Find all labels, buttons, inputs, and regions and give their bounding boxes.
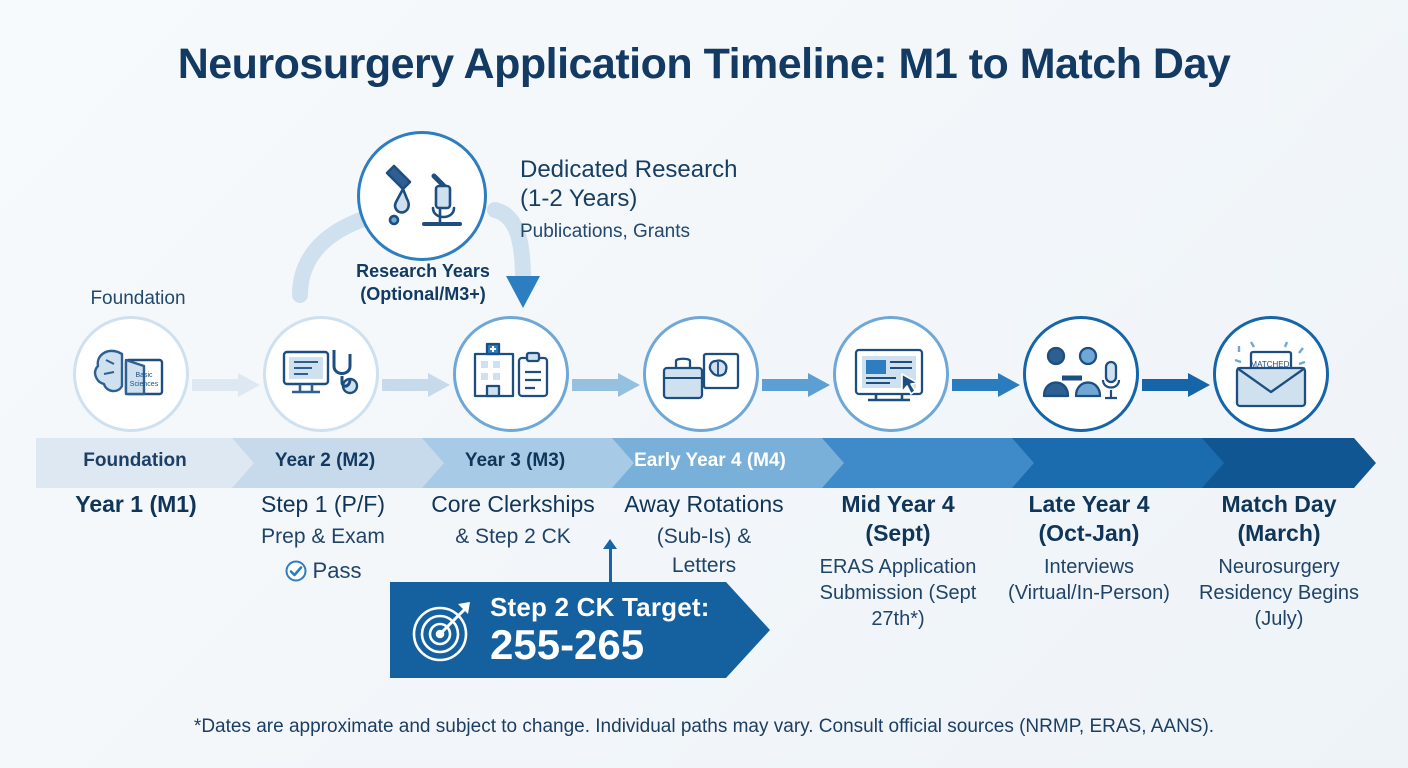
svg-text:Basic: Basic — [135, 372, 153, 379]
research-branch-label-line2: (Optional/M3+) — [360, 283, 486, 304]
svg-text:Sciences: Sciences — [129, 381, 159, 388]
stage-sub-late-year4: (Oct-Jan) — [1038, 519, 1140, 546]
stage-sub-mid-year4: (Sept) — [865, 519, 931, 546]
hospital-clipboard-icon — [467, 334, 555, 414]
stage-circle-match-day[interactable] — [1213, 316, 1329, 432]
brain-book-icon — [88, 334, 174, 414]
band-label-early-year4: Early Year 4 (M4) — [634, 450, 786, 471]
stage-text-year1 — [48, 490, 224, 519]
stage-sub-year2: Prep & Exam — [261, 524, 385, 548]
callout-label: Step 2 CK Target: — [490, 592, 710, 623]
svg-text:MATCHED!: MATCHED! — [1250, 360, 1292, 369]
research-subheading: (1-2 Years) — [520, 185, 638, 213]
research-branch-label — [333, 260, 513, 305]
research-heading: Dedicated Research — [520, 156, 738, 183]
pass-status — [232, 558, 414, 584]
stage-sub-match-day: (March) — [1237, 519, 1321, 546]
callout-value: 255-265 — [490, 621, 645, 669]
stage-text-year3 — [418, 490, 608, 550]
stage-sub-year3: & Step 2 CK — [455, 524, 571, 548]
monitor-stethoscope-icon — [276, 334, 366, 414]
page-title: Neurosurgery Application Timeline: M1 to Match Day — [177, 40, 1231, 88]
arrow-year3-year4 — [572, 373, 642, 397]
stage-sub2-late-year4: Interviews (Virtual/In-Person) — [1008, 555, 1170, 604]
arrow-late-match — [1142, 373, 1212, 397]
matched-envelope-icon — [1225, 334, 1317, 414]
stage-text-match-day — [1188, 490, 1370, 632]
check-circle-icon — [285, 560, 307, 582]
stage-head-late-year4: Late Year 4 — [1028, 491, 1150, 517]
footnote: *Dates are approximate and subject to change. Individual paths may vary. Consult official sources (NRMP, ERAS, AANS). — [193, 716, 1215, 737]
stage-text-late-year4 — [998, 490, 1180, 606]
stage-text-year2 — [232, 490, 414, 584]
band-label-foundation: Foundation — [83, 450, 187, 471]
stage-text-mid-year4 — [808, 490, 988, 632]
stage-head-early-year4: Away Rotations — [624, 491, 784, 517]
stage-sub2-mid-year4: ERAS Application Submission (Sept 27th*) — [819, 555, 977, 630]
stage-head-year3: Core Clerkships — [431, 491, 595, 517]
band-label-year2: Year 2 (M2) — [274, 450, 376, 471]
stage-sub-early-year4: (Sub-Is) & — [656, 524, 752, 548]
research-branch-text — [520, 155, 850, 243]
stage-circle-mid-year4[interactable] — [833, 316, 949, 432]
target-dart-icon — [408, 596, 476, 664]
arrow-year1-year2 — [192, 373, 262, 397]
stage-text-early-year4 — [612, 490, 796, 579]
stage-head-match-day: Match Day — [1221, 491, 1337, 517]
stage-circle-year2[interactable] — [263, 316, 379, 432]
research-branch-label-line1: Research Years — [356, 261, 490, 281]
arrow-year4-mid — [762, 373, 832, 397]
stage-circle-year3[interactable] — [453, 316, 569, 432]
step2-target-callout — [390, 582, 770, 678]
stage-head-year2: Step 1 (P/F) — [261, 491, 385, 517]
suitcase-brain-scan-icon — [656, 334, 746, 414]
microscope-dropper-icon — [376, 150, 468, 242]
stage-circle-year1[interactable] — [73, 316, 189, 432]
stage-head-mid-year4: Mid Year 4 — [841, 491, 955, 517]
pass-label: Pass — [312, 558, 362, 584]
research-detail: Publications, Grants — [520, 220, 691, 242]
stage-sub2-early-year4: Letters — [671, 554, 737, 578]
stage-head-year1: Year 1 (M1) — [75, 491, 197, 517]
stage-sub2-match-day: Neurosurgery Residency Begins (July) — [1198, 555, 1360, 630]
handshake-microphone-icon — [1036, 334, 1126, 414]
computer-application-icon — [846, 334, 936, 414]
research-node-circle — [357, 131, 487, 261]
foundation-note: Foundation — [90, 288, 186, 309]
arrow-mid-late — [952, 373, 1022, 397]
stage-circle-late-year4[interactable] — [1023, 316, 1139, 432]
band-label-year3: Year 3 (M3) — [464, 450, 566, 471]
stage-circle-early-year4[interactable] — [643, 316, 759, 432]
arrow-year2-year3 — [382, 373, 452, 397]
